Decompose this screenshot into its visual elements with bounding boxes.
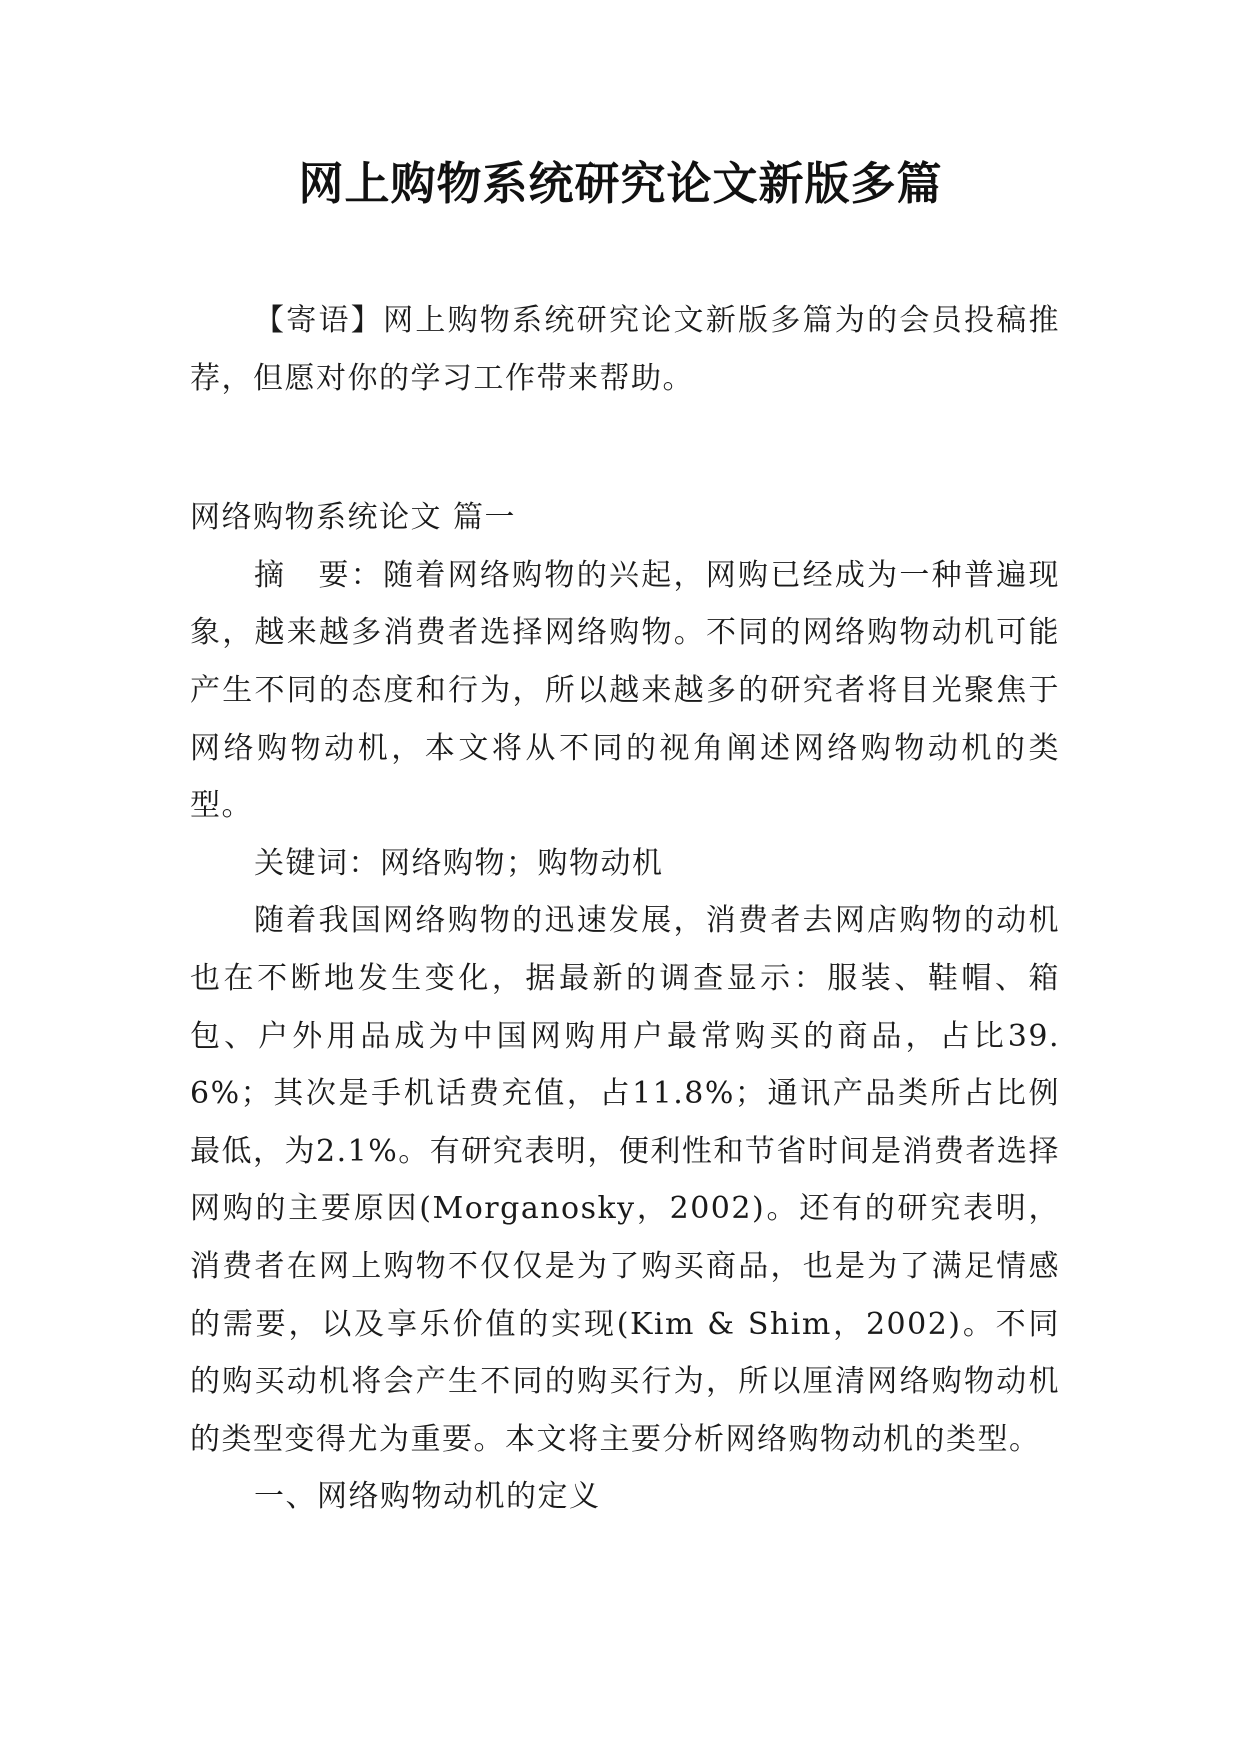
document-body [190,292,1060,1526]
section-heading: 网络购物系统论文 篇一 [190,500,517,536]
keywords-paragraph: 关键词：网络购物；购物动机 [254,845,664,881]
subheading-definition: 一、网络购物动机的定义 [254,1479,601,1515]
intro-paragraph: 随着我国网络购物的迅速发展，消费者去网店购物的动机也在不断地发生变化，据最新的调查显示：服装、鞋帽、箱包、户外用品成为中国网购用户最常购买的商品，占比39.6%；其次是手机话费充值，占11.8%；通讯产品类所占比例最低，为2.1%。有研究表明，便利性和节省时间是消费者选择网购的主要原因(Morganosky，2002)。还有的研究表明，消费者在网上购物不仅仅是为了购买商品，也是为了满足情感的需要，以及享乐价值的实现(Kim & Shim，2002)。不同的购买动机将会产生不同的购买行为，所以厘清网络购物动机的类型变得尤为重要。本文将主要分析网络购物动机的类型。 [190,903,1060,1457]
document-title: 网上购物系统研究论文新版多篇 [298,157,943,210]
paragraph-spacer [190,407,1060,489]
abstract-paragraph: 摘 要：随着网络购物的兴起，网购已经成为一种普遍现象，越来越多消费者选择网络购物。不同的网络购物动机可能产生不同的态度和行为，所以越来越多的研究者将目光聚焦于网络购物动机，本文将从不同的视角阐述网络购物动机的类型。 [190,557,1060,824]
foreword-paragraph: 【寄语】网上购物系统研究论文新版多篇为的会员投稿推荐，但愿对你的学习工作带来帮助。 [190,303,1060,396]
